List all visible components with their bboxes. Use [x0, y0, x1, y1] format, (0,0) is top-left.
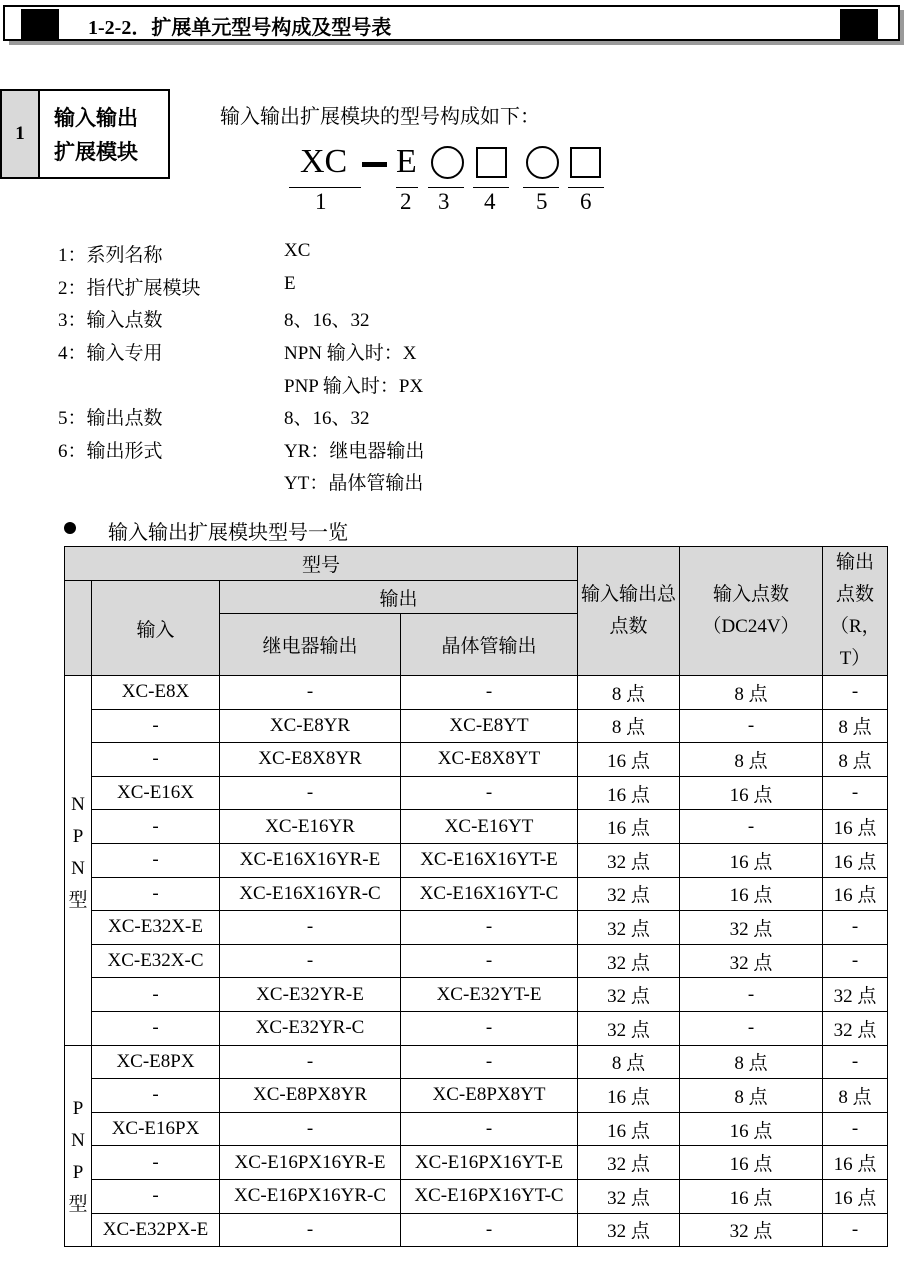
cell-transistor-model: XC-E8PX8YT [401, 1079, 578, 1113]
cell-output-points: - [823, 1112, 888, 1146]
formula-underline-3 [428, 187, 464, 188]
model-table [64, 546, 888, 1247]
bullet-icon [64, 522, 76, 534]
section-tag [0, 89, 170, 179]
formula-circle-5 [526, 146, 559, 179]
cell-total-points: 16 点 [578, 810, 680, 844]
cell-total-points: 32 点 [578, 1213, 680, 1247]
section-number: 1 [2, 91, 40, 177]
cell-output-points: 16 点 [823, 1179, 888, 1213]
cell-input-points: 8 点 [680, 676, 823, 710]
legend-key: 1：系列名称 [58, 245, 163, 266]
table-row [65, 944, 888, 978]
section-label-line2: 扩展模块 [54, 140, 138, 164]
formula-number-1: 1 [315, 189, 327, 214]
cell-input-points: 8 点 [680, 743, 823, 777]
formula-square-6 [570, 147, 601, 178]
cell-output-points: - [823, 944, 888, 978]
cell-input-points: 16 点 [680, 1179, 823, 1213]
cell-input-model: - [92, 1179, 220, 1213]
formula-square-4 [476, 147, 507, 178]
cell-relay-model: - [220, 676, 401, 710]
cell-input-model: - [92, 810, 220, 844]
cell-relay-model: - [220, 911, 401, 945]
table-row [65, 776, 888, 810]
cell-total-points: 32 点 [578, 1011, 680, 1045]
cell-total-points: 16 点 [578, 1112, 680, 1146]
cell-relay-model: XC-E16YR [220, 810, 401, 844]
table-row [65, 1179, 888, 1213]
cell-relay-model: - [220, 1112, 401, 1146]
formula-underline-5 [523, 187, 559, 188]
cell-input-model: XC-E8X [92, 676, 220, 710]
formula-circle-3 [431, 146, 464, 179]
cell-output-points: 8 点 [823, 709, 888, 743]
legend-key: 6：输出形式 [58, 441, 163, 462]
cell-input-model: XC-E32X-C [92, 944, 220, 978]
cell-transistor-model: - [401, 1112, 578, 1146]
cell-relay-model: XC-E16X16YR-E [220, 843, 401, 877]
cell-output-points: 16 点 [823, 810, 888, 844]
legend-key: 4：输入专用 [58, 343, 163, 364]
cell-output-points: 8 点 [823, 1079, 888, 1113]
cell-output-points: - [823, 1045, 888, 1079]
cell-output-points: - [823, 911, 888, 945]
cell-output-points: - [823, 776, 888, 810]
cell-input-model: - [92, 843, 220, 877]
legend-key: 3：输入点数 [58, 310, 163, 331]
cell-transistor-model: - [401, 676, 578, 710]
cell-total-points: 8 点 [578, 1045, 680, 1079]
cell-input-points: 16 点 [680, 776, 823, 810]
cell-total-points: 32 点 [578, 944, 680, 978]
cell-output-points: 16 点 [823, 1146, 888, 1180]
cell-transistor-model: - [401, 1045, 578, 1079]
cell-total-points: 16 点 [578, 743, 680, 777]
table-row [65, 1112, 888, 1146]
cell-total-points: 32 点 [578, 843, 680, 877]
table-row [65, 877, 888, 911]
formula-underline-6 [568, 187, 604, 188]
cell-input-model: - [92, 1146, 220, 1180]
cell-input-model: XC-E32PX-E [92, 1213, 220, 1247]
table-row [65, 1079, 888, 1113]
legend-key: 5：输出点数 [58, 408, 163, 429]
formula-underline-4 [473, 187, 509, 188]
cell-transistor-model: XC-E8YT [401, 709, 578, 743]
cell-transistor-model: - [401, 911, 578, 945]
cell-relay-model: XC-E32YR-C [220, 1011, 401, 1045]
cell-input-points: - [680, 978, 823, 1012]
cell-input-points: 32 点 [680, 911, 823, 945]
cell-total-points: 16 点 [578, 1079, 680, 1113]
cell-input-model: XC-E8PX [92, 1045, 220, 1079]
header-input: 输入 [92, 581, 220, 676]
formula-prefix: XC [300, 143, 348, 180]
legend-value: E [284, 273, 296, 294]
cell-total-points: 32 点 [578, 911, 680, 945]
table-row [65, 709, 888, 743]
pnp-type-label: P N P 型 [65, 1045, 92, 1247]
cell-output-points: - [823, 1213, 888, 1247]
cell-input-points: - [680, 810, 823, 844]
cell-total-points: 8 点 [578, 709, 680, 743]
cell-relay-model: XC-E8YR [220, 709, 401, 743]
cell-transistor-model: XC-E16PX16YT-C [401, 1179, 578, 1213]
cell-transistor-model: XC-E16YT [401, 810, 578, 844]
npn-type-label: N P N 型 [65, 676, 92, 1046]
cell-transistor-model: XC-E16X16YT-E [401, 843, 578, 877]
cell-output-points: 32 点 [823, 1011, 888, 1045]
legend-value: NPN 输入时：X [284, 343, 417, 364]
header-relay: 继电器输出 [220, 614, 401, 676]
formula-e: E [396, 143, 417, 180]
table-row [65, 1045, 888, 1079]
legend-value: YT：晶体管输出 [284, 473, 424, 494]
cell-relay-model: - [220, 1045, 401, 1079]
cell-input-model: - [92, 709, 220, 743]
cell-relay-model: - [220, 944, 401, 978]
legend-value: XC [284, 240, 311, 261]
cell-total-points: 8 点 [578, 676, 680, 710]
cell-output-points: 16 点 [823, 877, 888, 911]
header-right-block [840, 9, 878, 41]
cell-input-model: XC-E16X [92, 776, 220, 810]
formula-underline-2 [396, 187, 418, 188]
table-row [65, 676, 888, 710]
cell-relay-model: XC-E16PX16YR-C [220, 1179, 401, 1213]
header-output-points: 输出点数（R，T） [823, 547, 888, 676]
cell-input-model: - [92, 978, 220, 1012]
list-title-text: 输入输出扩展模块型号一览 [108, 522, 348, 544]
cell-input-points: 16 点 [680, 877, 823, 911]
cell-total-points: 32 点 [578, 978, 680, 1012]
cell-transistor-model: XC-E32YT-E [401, 978, 578, 1012]
cell-output-points: 32 点 [823, 978, 888, 1012]
formula-dash [362, 162, 387, 167]
table-row [65, 911, 888, 945]
cell-transistor-model: - [401, 1213, 578, 1247]
table-row [65, 743, 888, 777]
cell-input-points: - [680, 709, 823, 743]
cell-transistor-model: XC-E16PX16YT-E [401, 1146, 578, 1180]
cell-transistor-model: XC-E8X8YT [401, 743, 578, 777]
cell-input-model: - [92, 1079, 220, 1113]
formula-number-5: 5 [536, 189, 548, 214]
formula-number-6: 6 [580, 189, 592, 214]
cell-input-model: XC-E32X-E [92, 911, 220, 945]
cell-transistor-model: - [401, 776, 578, 810]
formula-number-2: 2 [400, 189, 412, 214]
cell-relay-model: XC-E8PX8YR [220, 1079, 401, 1113]
header-output: 输出 [220, 581, 578, 614]
formula-underline-1 [289, 187, 361, 188]
cell-output-points: - [823, 676, 888, 710]
cell-input-points: 8 点 [680, 1079, 823, 1113]
header-input-points: 输入点数 （DC24V） [680, 547, 823, 676]
section-label-line1: 输入输出 [54, 106, 138, 130]
header-box [3, 5, 900, 41]
cell-total-points: 32 点 [578, 1179, 680, 1213]
formula-number-3: 3 [438, 189, 450, 214]
legend-value: 8、16、32 [284, 408, 370, 429]
header-blank [65, 581, 92, 676]
section-label [54, 101, 138, 169]
cell-relay-model: XC-E16X16YR-C [220, 877, 401, 911]
header-title: 1-2-2．扩展单元型号构成及型号表 [88, 17, 392, 39]
legend-value: 8、16、32 [284, 310, 370, 331]
cell-input-points: 16 点 [680, 843, 823, 877]
legend-value: YR：继电器输出 [284, 441, 425, 462]
cell-input-points: 32 点 [680, 1213, 823, 1247]
model-table-header [65, 547, 888, 676]
legend-value: PNP 输入时：PX [284, 376, 424, 397]
cell-total-points: 32 点 [578, 877, 680, 911]
formula-number-4: 4 [484, 189, 496, 214]
cell-input-points: 32 点 [680, 944, 823, 978]
cell-total-points: 32 点 [578, 1146, 680, 1180]
cell-input-model: - [92, 1011, 220, 1045]
cell-relay-model: - [220, 776, 401, 810]
cell-total-points: 16 点 [578, 776, 680, 810]
model-table-body [65, 676, 888, 1247]
cell-input-points: 8 点 [680, 1045, 823, 1079]
legend-key: 2：指代扩展模块 [58, 278, 201, 299]
header-transistor: 晶体管输出 [401, 614, 578, 676]
table-row [65, 1011, 888, 1045]
cell-input-model: XC-E16PX [92, 1112, 220, 1146]
cell-input-points: 16 点 [680, 1112, 823, 1146]
cell-output-points: 8 点 [823, 743, 888, 777]
table-row [65, 978, 888, 1012]
cell-relay-model: XC-E32YR-E [220, 978, 401, 1012]
cell-input-points: - [680, 1011, 823, 1045]
cell-transistor-model: - [401, 944, 578, 978]
table-row [65, 1213, 888, 1247]
header-left-block [21, 9, 59, 41]
intro-text: 输入输出扩展模块的型号构成如下： [220, 106, 540, 128]
cell-relay-model: - [220, 1213, 401, 1247]
cell-input-model: - [92, 743, 220, 777]
table-row [65, 843, 888, 877]
section-header-bar [3, 5, 904, 43]
cell-input-points: 16 点 [680, 1146, 823, 1180]
table-row [65, 1146, 888, 1180]
header-total: 输入输出总点数 [578, 547, 680, 676]
cell-transistor-model: - [401, 1011, 578, 1045]
cell-input-model: - [92, 877, 220, 911]
table-row [65, 810, 888, 844]
header-model: 型号 [65, 547, 578, 581]
cell-relay-model: XC-E16PX16YR-E [220, 1146, 401, 1180]
section-tag-frame [0, 89, 170, 179]
cell-transistor-model: XC-E16X16YT-C [401, 877, 578, 911]
cell-output-points: 16 点 [823, 843, 888, 877]
cell-relay-model: XC-E8X8YR [220, 743, 401, 777]
